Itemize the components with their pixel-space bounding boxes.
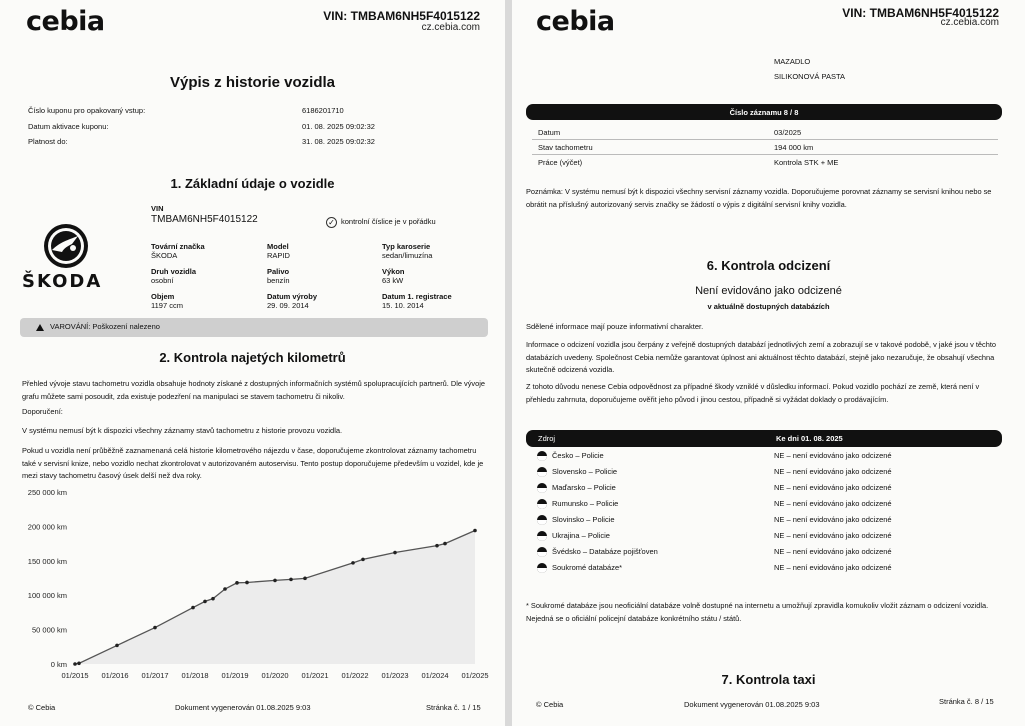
info-paragraph: Z tohoto důvodu nenese Cebia odpovědnost za případné škody vzniklé v důsledku informací. Pokud vozidlo pochází ze země, která není v přehledu zahrnuta, doporučujeme ověřit jeho původ i jinou cestou, případně si vyžádat doklady o prodávajícím.: [526, 382, 980, 404]
footer-page-number: Stránka č. 8 / 15: [939, 697, 994, 706]
table-row-source: Česko – Policie: [552, 451, 604, 460]
field-value: sedan/limuzína: [382, 251, 433, 260]
data-point: [235, 581, 239, 585]
x-tick-label: 01/2024: [421, 671, 449, 680]
flag-icon: [537, 467, 547, 477]
data-point: [115, 644, 119, 648]
flag-icon: [537, 563, 547, 573]
odometer-chart: [10, 482, 495, 684]
table-row-status: NE – není evidováno jako odcizené: [774, 515, 892, 524]
data-point: [153, 626, 157, 630]
flag-icon: [537, 531, 547, 541]
table-row-source: Švédsko – Databáze pojišťoven: [552, 547, 658, 556]
table-row-source: Soukromé databáze*: [552, 563, 623, 572]
x-tick-label: 01/2016: [101, 671, 129, 680]
table-row-status: NE – není evidováno jako odcizené: [774, 467, 892, 476]
data-point: [77, 662, 81, 666]
field-value: 29. 09. 2014: [267, 301, 309, 310]
flag-icon: [537, 515, 547, 525]
footer-page-number: Stránka č. 1 / 15: [426, 703, 481, 712]
private-db-footnote: * Soukromé databáze jsou neoficiální databáze volně dostupné na internetu a umožňují zpravidla komukoliv vložit záznam o odcizení vozidla. Nejedná se o oficiální policejní databáze konkrétního státu / států.: [526, 601, 989, 623]
flag-icon: [537, 483, 547, 493]
x-tick-label: 01/2022: [341, 671, 369, 680]
service-note: Poznámka: V systému nemusí být k dispozici všechny servisní záznamy vozidla. Doporučujeme porovnat záznamy se servisní knihou nebo se obrátit na příslušný autorizovaný servis značky se žádostí o výpis z digitální servisní knihy vozidla.: [526, 187, 992, 209]
field-label: Palivo: [267, 267, 290, 276]
y-tick-label: 250 000 km: [27, 488, 67, 497]
x-tick-label: 01/2018: [181, 671, 209, 680]
field-value: RAPID: [267, 251, 290, 260]
table-row-status: NE – není evidováno jako odcizené: [774, 499, 892, 508]
data-point: [435, 544, 439, 548]
report-page-8: [512, 0, 1025, 726]
field-label: Tovární značka: [151, 242, 205, 251]
coupon-activation-label: Datum aktivace kuponu:: [28, 122, 109, 131]
record-header-bar: [526, 104, 1002, 120]
x-tick-label: 01/2017: [141, 671, 169, 680]
warning-banner: [20, 318, 488, 337]
table-row-source: Slovensko – Policie: [552, 467, 618, 476]
vin-header: VIN: TMBAM6NH5F4015122: [842, 6, 999, 20]
divider: [532, 154, 998, 155]
coupon-activation-value: 01. 08. 2025 09:02:32: [302, 122, 375, 131]
field-label: Typ karoserie: [382, 242, 431, 251]
field-value: 1197 ccm: [151, 301, 183, 310]
record-label: Práce (výčet): [538, 158, 583, 167]
cebia-logo: cebia: [26, 6, 105, 37]
table-row-status: NE – není evidováno jako odcizené: [774, 531, 892, 540]
table-row-source: Slovinsko – Policie: [552, 515, 615, 524]
x-tick-label: 01/2015: [61, 671, 89, 680]
warning-icon: [36, 324, 44, 331]
data-point: [245, 581, 249, 585]
footer-copyright: © Cebia: [536, 700, 564, 709]
field-label: Objem: [151, 292, 175, 301]
data-point: [289, 578, 293, 582]
warning-text: VAROVÁNÍ: Poškození nalezeno: [50, 322, 160, 331]
table-row-status: NE – není evidováno jako odcizené: [774, 483, 892, 492]
x-tick-label: 01/2019: [221, 671, 249, 680]
table-row-status: NE – není evidováno jako odcizené: [774, 451, 892, 460]
data-point: [393, 551, 397, 555]
section-theft-title: 6. Kontrola odcizení: [706, 258, 831, 273]
coupon-number-label: Číslo kuponu pro opakovaný vstup:: [28, 106, 146, 115]
record-header-text: Číslo záznamu 8 / 8: [729, 108, 799, 117]
odometer-intro-paragraph: Přehled vývoje stavu tachometru vozidla obsahuje hodnoty získané z dostupných informačních systémů spolupracujících partnerů. Dle vývoje grafu můžete sami posoudit, zda existuje podezření na manipulaci se stavem tachometru či nikoliv.: [22, 379, 485, 401]
data-point: [191, 606, 195, 610]
record-label: Stav tachometru: [538, 143, 593, 152]
site-url: cz.cebia.com: [421, 22, 480, 33]
recommendation-heading: Doporučení:: [22, 407, 63, 416]
data-point: [443, 542, 447, 546]
coupon-number-value: 6186201710: [302, 106, 344, 115]
data-point: [73, 662, 77, 666]
table-col-date: Ke dni 01. 08. 2025: [776, 434, 843, 443]
field-value: 15. 10. 2014: [382, 301, 424, 310]
coupon-validity-value: 31. 08. 2025 09:02:32: [302, 137, 375, 146]
check-icon: ✓: [326, 217, 337, 228]
page-title: Výpis z historie vozidla: [169, 74, 336, 91]
table-col-source: Zdroj: [538, 434, 556, 443]
flag-icon: [537, 451, 547, 461]
report-page-1: [0, 0, 505, 726]
table-row-source: Rumunsko – Policie: [552, 499, 619, 508]
field-value: benzín: [267, 276, 290, 285]
work-item: MAZADLO: [774, 57, 811, 66]
vin-header: VIN: TMBAM6NH5F4015122: [323, 9, 480, 23]
field-value: ŠKODA: [151, 251, 178, 260]
theft-status-sub: v aktuálně dostupných databázích: [707, 302, 830, 311]
field-value: osobní: [151, 276, 174, 285]
record-value: 194 000 km: [774, 143, 814, 152]
vin-check-text: kontrolní číslice je v pořádku: [341, 217, 436, 226]
data-point: [473, 529, 477, 533]
vin-value: TMBAM6NH5F4015122: [151, 214, 258, 225]
y-tick-label: 100 000 km: [27, 591, 67, 601]
theft-table-header: [526, 430, 1002, 447]
x-tick-label: 01/2020: [261, 671, 289, 680]
divider: [532, 139, 998, 140]
data-point: [361, 558, 365, 562]
y-tick-label: 150 000 km: [27, 556, 67, 566]
record-value: 03/2025: [774, 128, 802, 137]
vin-label: VIN: [151, 204, 164, 213]
y-tick-label: 200 000 km: [27, 522, 67, 532]
info-paragraph: Sdělené informace mají pouze informativní charakter.: [526, 322, 704, 331]
table-row-source: Ukrajina – Policie: [552, 531, 610, 540]
cebia-logo: cebia: [536, 6, 615, 37]
data-point: [203, 600, 207, 604]
work-item: SILIKONOVÁ PASTA: [774, 72, 845, 81]
record-label: Datum: [538, 128, 561, 137]
recommendation-detail-paragraph: Pokud u vozidla není průběžně zaznamenaná celá historie kilometrového nájezdu v čase, doporučujeme zkontrolovat záznamy tachometru také v servisní knize, nebo vozidlo nechat zkontrolovat v autorizovaném autoservisu. Tento postup doporučujeme především u vozidel, kde je mezi stavy tachometru časový úsek delší než dva roky.: [22, 446, 484, 480]
data-point: [211, 597, 215, 601]
footer-generated: Dokument vygenerován 01.08.2025 9:03: [175, 703, 311, 712]
table-row-source: Maďarsko – Policie: [552, 483, 616, 492]
recommendation-paragraph: V systému nemusí být k dispozici všechny záznamy stavů tachometru z historie provozu vozidla.: [22, 426, 343, 435]
section-taxi-title: 7. Kontrola taxi: [721, 672, 816, 687]
x-tick-label: 01/2023: [381, 671, 409, 680]
record-value: Kontrola STK + ME: [774, 158, 839, 167]
data-point: [273, 579, 277, 583]
footer-generated: Dokument vygenerován 01.08.2025 9:03: [684, 700, 820, 709]
x-tick-label: 01/2025: [461, 671, 489, 680]
x-tick-label: 01/2021: [301, 671, 329, 680]
field-label: Datum 1. registrace: [382, 292, 452, 301]
theft-status: Není evidováno jako odcizené: [695, 285, 842, 297]
flag-icon: [537, 547, 547, 557]
y-tick-label: 50 000 km: [31, 625, 67, 635]
series-area: [75, 531, 475, 664]
field-label: Datum výroby: [267, 292, 318, 301]
footer-copyright: © Cebia: [28, 703, 56, 712]
info-paragraph: Informace o odcizení vozidla jsou čerpány z veřejně dostupných databází jednotlivých zemí a zobrazují se v takové podobě, v jaké jsou v těchto databázích uvedeny. Společnost Cebia nemůže garantovat úplnost ani aktuálnost těchto databází, stejně jako nezaručuje, že obsahují všechna skutečně odcizená vozidla.: [526, 340, 996, 374]
site-url: cz.cebia.com: [940, 17, 999, 28]
section-basic-info-title: 1. Základní údaje o vozidle: [170, 176, 335, 191]
y-tick-label: 0 km: [50, 660, 67, 669]
skoda-wordmark: ŠKODA: [22, 271, 103, 292]
table-row-status: NE – není evidováno jako odcizené: [774, 563, 892, 572]
field-label: Model: [267, 242, 289, 251]
flag-icon: [537, 499, 547, 509]
coupon-validity-label: Platnost do:: [28, 137, 68, 146]
data-point: [351, 561, 355, 565]
skoda-emblem-icon: [42, 222, 90, 270]
section-odometer-title: 2. Kontrola najetých kilometrů: [159, 350, 346, 365]
field-label: Druh vozidla: [151, 267, 197, 276]
field-value: 63 kW: [382, 276, 404, 285]
field-label: Výkon: [382, 267, 405, 276]
data-point: [303, 577, 307, 581]
table-row-status: NE – není evidováno jako odcizené: [774, 547, 892, 556]
data-point: [223, 587, 227, 591]
